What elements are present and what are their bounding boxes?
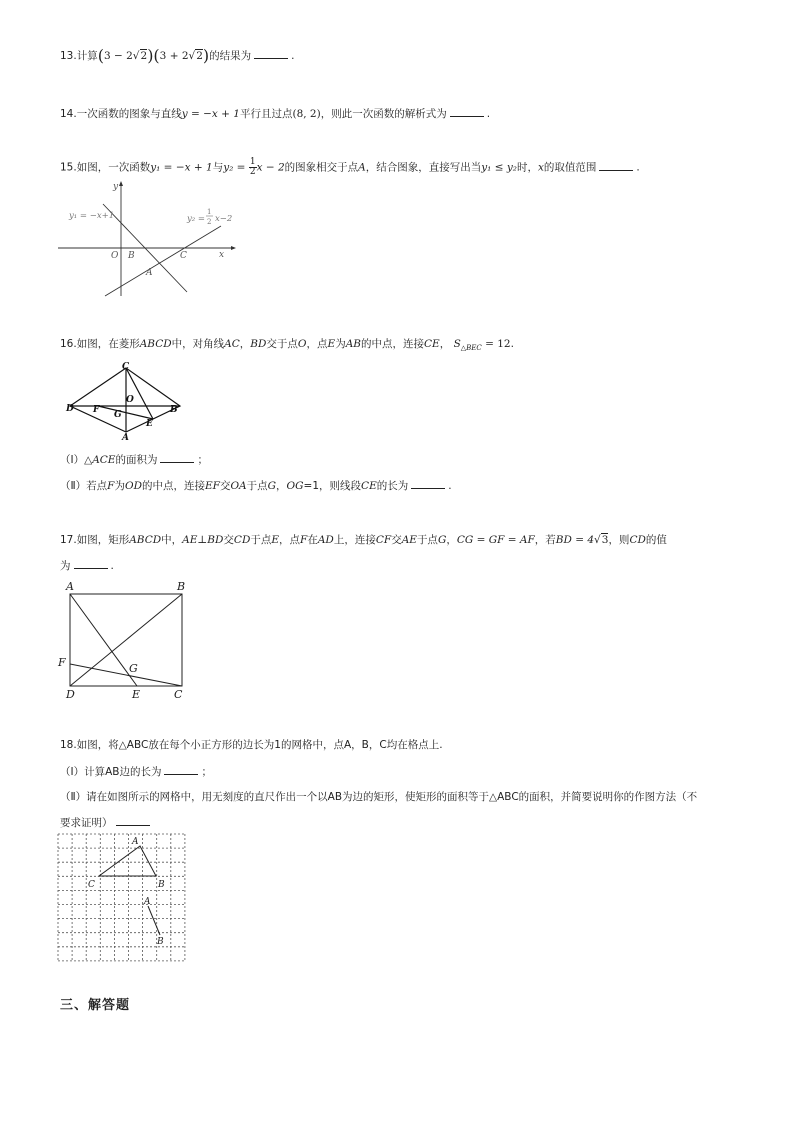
q17-bd: BD = 4 (555, 534, 595, 546)
q16-ce: CE (424, 338, 440, 350)
q15-frac-num: 1 (249, 157, 256, 167)
q16-label-e: E (146, 419, 153, 429)
q17-diag-bd (70, 594, 182, 686)
q17-mid5: 在 (307, 534, 318, 546)
q17-mid3: 于点 (250, 534, 272, 546)
q16-p2-answer-blank[interactable] (411, 478, 445, 489)
q15-end: . (636, 161, 640, 174)
q16-label-d: D (66, 404, 74, 414)
q17-cf: CF (375, 534, 392, 546)
q16-p1-ace: ACE (92, 454, 116, 466)
q17-eq: CG = GF = AF (456, 534, 535, 546)
q16-p2-ef: EF (205, 480, 220, 492)
q17-ad: AD (317, 534, 334, 546)
q17-e: E (271, 534, 280, 546)
question-13 (60, 48, 295, 63)
q16-mid4: 为 (335, 338, 346, 350)
q16-label-c: C (122, 362, 130, 372)
q16-p2-ce: CE (361, 480, 377, 492)
q16-s: S (453, 338, 461, 350)
q18-label-b2: B (157, 937, 164, 947)
q16-seg-ce (126, 368, 153, 419)
q16-prefix: 16.如图，在菱形 (60, 338, 140, 350)
q15-x-label: x (219, 250, 225, 260)
q17-end: . (110, 560, 114, 572)
q15-y-arrow-icon (119, 181, 123, 186)
q15-figure (55, 178, 245, 300)
q16-label-b: B (170, 405, 178, 415)
q15-line1-label: y₁ = −x+1 (69, 211, 115, 221)
q16-bd: BD (250, 338, 267, 350)
q16-figure (62, 360, 192, 442)
q17-seg-cf (70, 664, 182, 686)
question-18-part2-line2 (60, 815, 153, 830)
q17-mid9: ， (446, 534, 457, 546)
q16-ac: AC (224, 338, 240, 350)
q16-p2-h: 的长为 (376, 480, 409, 492)
q16-p2-b: 的中点，连接 (142, 480, 205, 492)
q15-answer-blank[interactable] (599, 160, 633, 171)
q17-mid10: ，若 (534, 534, 556, 546)
q13-term2: 3 + 2√2 (159, 50, 203, 62)
q17-figure (56, 578, 196, 702)
q14-suffix: ，则此一次函数的解析式为 (320, 108, 447, 120)
q17-ae: AE (401, 534, 417, 546)
q15-line2-label-a: y₂ = (187, 214, 206, 224)
q13-paren-close: ) (202, 46, 210, 65)
q17-mid12: 的值 (645, 534, 667, 546)
q18-label-a1: A (132, 837, 139, 847)
q13-number: 13. (60, 50, 77, 62)
q17-mid8: 于点 (416, 534, 438, 546)
q14-point: (8, 2) (292, 108, 321, 120)
section-heading: 三、解答题 (60, 998, 131, 1013)
q17-g: G (437, 534, 447, 546)
q18-p2: （Ⅱ）请在如图所示的网格中，用无刻度的直尺作出一个以AB为边的矩形，使矩形的面积等于△ABC的面积，并简要说明你的作图方法（不 (60, 791, 698, 803)
q15-mid: 的图象相交于点 (284, 161, 359, 174)
q17-seg-ae (70, 594, 137, 686)
q15-y-label: y (113, 182, 119, 192)
q18-label-a2: A (144, 897, 151, 907)
q17-mid11: ，则 (608, 534, 630, 546)
q18-label-c: C (88, 880, 95, 890)
q15-tail2: 的取值范围 (543, 161, 597, 174)
q13-answer-blank[interactable] (254, 48, 288, 59)
q16-p1-post: 的面积为 (115, 454, 158, 466)
q18-line1: 18.如图，将△ABC放在每个小正方形的边长为1的网格中，点A，B，C均在格点上. (60, 739, 443, 751)
q15-origin-label: O (111, 251, 119, 261)
q16-end: . (510, 338, 514, 350)
q16-mid5: 的中点，连接 (361, 338, 425, 350)
q16-val: = 12 (481, 338, 511, 350)
q16-p2-f: F (107, 480, 115, 492)
question-16-part2 (60, 478, 452, 493)
q17-label-b: B (177, 580, 186, 593)
q15-eq2b: x − 2 (256, 161, 285, 174)
q18-p2b: 要求证明） (60, 817, 113, 829)
q16-sep2: ， (439, 338, 451, 350)
q18-grid-figure (56, 832, 188, 962)
q16-o: O (297, 338, 307, 350)
q17-label-d: D (66, 688, 75, 701)
q15-post: ，结合图象，直接写出当 (365, 161, 482, 174)
q17-cd2: CD (629, 534, 646, 546)
q17-cd: CD (233, 534, 251, 546)
q16-label-o: O (126, 395, 134, 405)
q16-p2-end: . (448, 480, 452, 492)
q16-p1-prefix: （Ⅰ） (60, 454, 85, 466)
q15-b-label: B (128, 251, 135, 261)
q17-line2: 为 (60, 560, 71, 572)
q15-frac-den: 2 (249, 167, 256, 177)
q16-p2-a: 为 (114, 480, 125, 492)
q16-abcd: ABCD (139, 338, 172, 350)
q16-p2-oa: OA (230, 480, 247, 492)
q15-prefix: 15.如图，一次函数 (60, 161, 151, 174)
q15-c-label: C (180, 251, 187, 261)
q17-mid4: ，点 (279, 534, 301, 546)
q18-triangle-abc (99, 846, 156, 876)
q17-abcd: ABCD (129, 534, 162, 546)
q18-p2-answer-blank[interactable] (116, 815, 150, 826)
q16-p2-g: G (267, 480, 277, 492)
q16-p2-f2: =1，则线段 (303, 480, 362, 492)
q15-tail: 时， (517, 161, 538, 174)
q15-line2-frac-num: 1 (207, 208, 212, 216)
q18-grid (58, 834, 185, 961)
q16-mid2: 交于点 (266, 338, 298, 350)
q16-p2-od: OD (124, 480, 142, 492)
q14-line-expr: y = −x + 1 (181, 108, 240, 120)
q15-fraction (249, 158, 257, 177)
q15-eq1: y₁ = −x + 1 (150, 161, 213, 174)
q16-ab: AB (345, 338, 362, 350)
q16-mid1: 中，对角线 (171, 338, 225, 350)
q18-segment-ab (148, 906, 160, 935)
q17-mid7: 交 (391, 534, 402, 546)
question-17-line2 (60, 558, 114, 573)
q16-p2-c: 交 (219, 480, 231, 492)
q18-p1-answer-blank[interactable] (164, 764, 198, 775)
q16-label-f: F (93, 405, 100, 415)
q18-label-b1: B (158, 880, 165, 890)
q16-p1-end: ； (197, 454, 208, 466)
question-17: 17.如图，矩形ABCD中，AE⊥BD交CD于点E，点F在AD上，连接CF交AE于点G，CG = GF = AF，若BD = 4√3，则CD的值 (60, 534, 667, 546)
q16-p2-og: OG (286, 480, 304, 492)
question-18 (60, 738, 443, 752)
q14-mid: 平行且过点 (239, 108, 293, 120)
q14-end: . (486, 108, 491, 120)
q17-mid6: 上，连接 (333, 534, 376, 546)
question-14 (60, 106, 490, 121)
q15-and: 与 (212, 161, 224, 174)
q15-condition: y₁ ≤ y₂ (481, 161, 517, 174)
q17-f: F (300, 534, 308, 546)
q16-p2-d: 于点 (246, 480, 268, 492)
q13-end: . (291, 50, 295, 62)
q16-mid3: ，点 (306, 338, 328, 350)
question-15 (60, 158, 640, 177)
q13-term1: 3 − 2√2 (103, 50, 148, 62)
q16-label-g: G (114, 410, 122, 420)
q17-label-f: F (58, 656, 66, 669)
question-16 (60, 337, 514, 355)
q13-suffix: 的结果为 (209, 50, 252, 62)
q14-answer-blank[interactable] (450, 106, 484, 117)
question-18-part1 (60, 764, 212, 779)
q16-rhombus (70, 368, 180, 432)
q15-x-arrow-icon (231, 246, 236, 250)
q16-sub: △BEC (460, 344, 482, 353)
q13-prefix: 计算 (76, 50, 98, 62)
q17-perp: AE⊥BD (182, 534, 224, 546)
q18-p1: （Ⅰ）计算AB边的长为 (60, 766, 162, 778)
q16-e: E (327, 338, 336, 350)
q13-paren: )( (147, 46, 160, 65)
q16-sep: ， (239, 338, 251, 350)
q16-label-a: A (122, 433, 129, 442)
q17-mid1: 中， (161, 534, 183, 546)
question-16-part1 (60, 452, 208, 467)
q17-label-g: G (129, 662, 138, 675)
q13-expr: ( (97, 46, 104, 65)
q17-mid2: 交 (223, 534, 234, 546)
q15-line-y2 (105, 226, 221, 296)
q16-p2-prefix: （Ⅱ）若点 (60, 480, 108, 492)
q16-p1-triangle: △ (84, 454, 93, 466)
q15-line2-frac-den: 2 (207, 218, 212, 226)
q17-label-c: C (174, 688, 183, 701)
q15-a-label: A (146, 268, 153, 278)
q17-label-e: E (132, 688, 141, 701)
q17-label-a: A (66, 580, 74, 593)
q17-root: 3 (601, 534, 609, 546)
q16-p1-answer-blank[interactable] (160, 452, 194, 463)
q17-answer-blank[interactable] (74, 558, 108, 569)
q15-eq2a: y₂ = (223, 161, 246, 174)
q18-p1-end: ； (201, 766, 212, 778)
q16-p2-e: ， (276, 480, 287, 492)
q15-line2-label-b: x−2 (215, 214, 233, 224)
q15-point-a: A (358, 161, 366, 174)
question-18-part2 (60, 790, 697, 804)
q15-x: x (538, 161, 544, 174)
q14-text: 14.一次函数的图象与直线 (60, 108, 182, 120)
q17-prefix: 17.如图，矩形 (60, 534, 130, 546)
